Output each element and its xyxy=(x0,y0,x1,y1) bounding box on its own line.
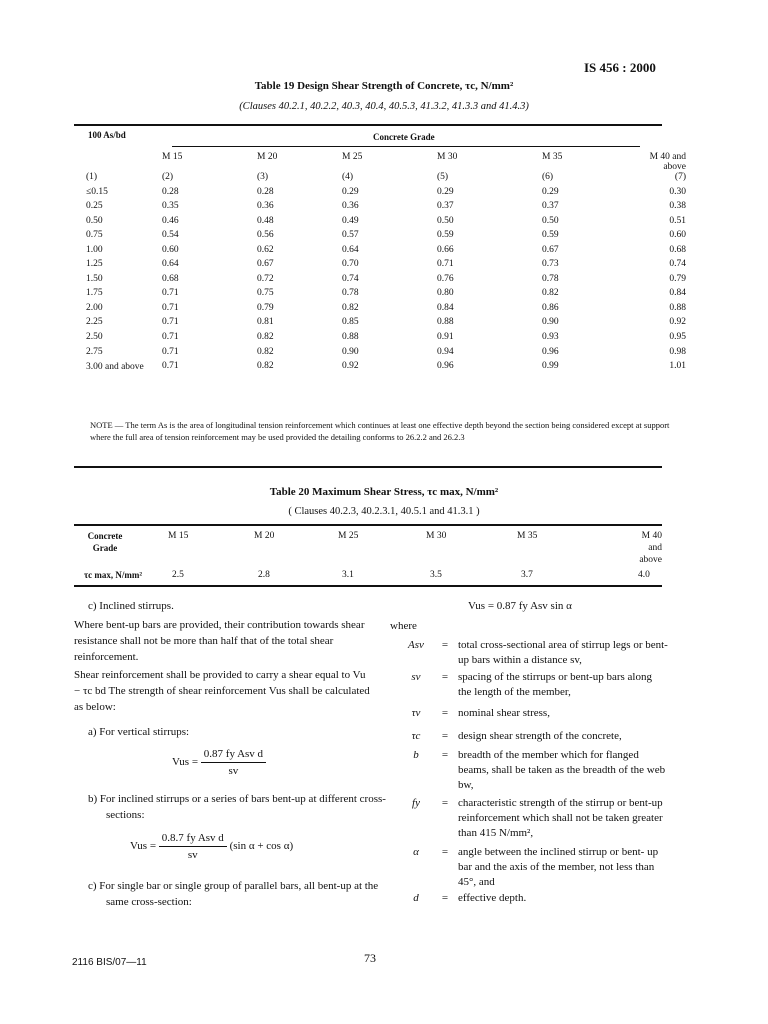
table19-column-number: (1) xyxy=(86,172,98,182)
table19-cell: 0.82 xyxy=(257,361,274,372)
table19-column-header: M 25 xyxy=(342,152,363,162)
table19-column-number: (6) xyxy=(542,172,554,182)
page-header: IS 456 : 2000 xyxy=(584,60,656,75)
table20-clauses: ( Clauses 40.2.3, 40.2.3.1, 40.5.1 and 41.3.1 ) xyxy=(288,506,480,517)
definition-text: nominal shear stress, xyxy=(458,707,550,719)
table19-cell: 0.50 xyxy=(437,215,454,226)
table19-cell: 0.78 xyxy=(342,288,359,299)
table19-cell: 0.71 xyxy=(162,317,179,328)
definition-equals: = xyxy=(441,639,449,651)
equation-a xyxy=(172,746,266,779)
equation-c: Vus = 0.87 fy Asv sin α xyxy=(468,600,572,612)
paragraph-2: Shear reinforcement shall be provided to carry a shear equal to Vu − τc bd The strength of shear reinforcement Vus shall be calculated as below: xyxy=(74,669,370,713)
table19-cell: 0.74 xyxy=(669,259,686,270)
table19-row-label: 1.00 xyxy=(86,244,103,255)
table19-cell: 0.76 xyxy=(437,273,454,284)
table19-cell: 0.93 xyxy=(542,332,559,343)
table19-cell: 0.62 xyxy=(257,244,274,255)
table19-cell: 0.94 xyxy=(437,346,454,357)
table20-bottom-rule xyxy=(74,585,662,587)
table19-cell: 0.72 xyxy=(257,273,274,284)
definition-symbol: b xyxy=(413,749,419,761)
table19-cell: 0.49 xyxy=(342,215,359,226)
table19-cell: 0.30 xyxy=(669,186,686,197)
definition-symbol: Asv xyxy=(408,639,424,651)
table19-group-header: Concrete Grade xyxy=(373,132,435,142)
table19-row-label: ≤0.15 xyxy=(86,186,108,197)
table19-cell: 0.29 xyxy=(437,186,454,197)
table19-cell: 0.37 xyxy=(437,201,454,212)
page-number: 73 xyxy=(364,951,376,965)
definition-symbol: sv xyxy=(411,671,421,683)
table20-grade: M 25 xyxy=(338,531,359,541)
table20-value: 2.8 xyxy=(258,570,270,580)
table19-row-label: 1.25 xyxy=(86,259,103,270)
table19-note: NOTE — The term As is the area of longitudinal tension reinforcement which continues at least one effective depth beyond the section being considered except at support where the full area of tension reinforcement may be used provided the detailing conforms to 26.2.2 and 26.2.3 xyxy=(90,420,670,442)
table19-cell: 0.88 xyxy=(437,317,454,328)
table19-cell: 0.64 xyxy=(162,259,179,270)
table19-row-label: 2.00 xyxy=(86,302,103,313)
where-label: where xyxy=(390,620,417,632)
table19-cell: 0.84 xyxy=(437,302,454,313)
table19-cell: 0.90 xyxy=(542,317,559,328)
table19-row-label: 2.75 xyxy=(86,346,103,357)
table20-grade: M 40 and above xyxy=(639,531,662,565)
table19-column-number: (5) xyxy=(437,172,449,182)
table19-cell: 0.82 xyxy=(542,288,559,299)
table20-value: 3.1 xyxy=(342,570,354,580)
definition-equals: = xyxy=(441,749,449,761)
table19-cell: 0.91 xyxy=(437,332,454,343)
table20-title: Table 20 Maximum Shear Stress, τc max, N/mm² xyxy=(269,486,499,498)
table19-cell: 0.92 xyxy=(342,361,359,372)
table20-grade: M 15 xyxy=(168,531,189,541)
table19-cell: 0.59 xyxy=(542,230,559,241)
definition-text: spacing of the stirrups or bent-up bars along the length of the member, xyxy=(458,671,652,698)
table19-number-row xyxy=(86,172,686,187)
equation-b-denominator: sv xyxy=(187,849,198,861)
table19-column-row xyxy=(86,152,686,172)
table19-cell: 0.67 xyxy=(542,244,559,255)
item-b: b) For inclined stirrups or a series of bars bent-up at different cross-sections: xyxy=(88,793,386,821)
table19-column-header: M 40 and above xyxy=(649,152,686,172)
table19-cell: 0.59 xyxy=(437,230,454,241)
item-a: a) For vertical stirrups: xyxy=(88,726,190,738)
table19-column-number: (2) xyxy=(162,172,174,182)
table19-row-label: 2.50 xyxy=(86,332,103,343)
definition-equals: = xyxy=(441,892,449,904)
table19-cell: 0.96 xyxy=(437,361,454,372)
table19-cell: 0.56 xyxy=(257,230,274,241)
definition-text: design shear strength of the concrete, xyxy=(458,730,622,742)
table19-cell: 0.71 xyxy=(437,259,454,270)
inclined-stirrups-heading: c) Inclined stirrups. xyxy=(88,600,174,612)
table19-cell: 0.35 xyxy=(162,201,179,212)
table20-value: 2.5 xyxy=(172,570,184,580)
table19-cell: 0.73 xyxy=(542,259,559,270)
equation-a-denominator: sv xyxy=(228,765,239,777)
table19-group-rule xyxy=(172,146,640,147)
table19-cell: 0.51 xyxy=(669,215,686,226)
table19-cell: 0.96 xyxy=(542,346,559,357)
table19-column-header: M 30 xyxy=(437,152,458,162)
table19-column-number: (7) xyxy=(674,172,686,182)
table19-top-rule xyxy=(74,124,662,126)
table19-cell: 0.68 xyxy=(162,273,179,284)
table19-cell: 0.71 xyxy=(162,346,179,357)
definition-equals: = xyxy=(441,707,449,719)
equation-b-lhs: Vus = xyxy=(130,840,157,853)
table19-cell: 0.67 xyxy=(257,259,274,270)
equation-a-lhs: Vus = xyxy=(172,756,199,769)
table19-column-header: M 35 xyxy=(542,152,563,162)
table20-value: 3.7 xyxy=(521,570,533,580)
definition-equals: = xyxy=(441,846,449,858)
table19-cell: 0.88 xyxy=(342,332,359,343)
definition-text: characteristic strength of the stirrup or bent-up reinforcement which shall not be taken greater than 415 N/mm², xyxy=(458,797,663,839)
table19-cell: 0.86 xyxy=(542,302,559,313)
table19-cell: 0.71 xyxy=(162,288,179,299)
table19-row xyxy=(86,317,686,332)
table19-cell: 0.82 xyxy=(257,346,274,357)
table19-cell: 0.28 xyxy=(162,186,179,197)
table19-cell: 0.71 xyxy=(162,332,179,343)
table19-cell: 0.57 xyxy=(342,230,359,241)
table19-cell: 0.46 xyxy=(162,215,179,226)
table19-row-header: 100 As/bd xyxy=(88,130,126,140)
table19-bottom-rule xyxy=(74,466,662,468)
table19-row-label: 0.25 xyxy=(86,201,103,212)
table19-row xyxy=(86,288,686,303)
table19-cell: 0.71 xyxy=(162,302,179,313)
table20-top-rule xyxy=(74,524,662,526)
definition-equals: = xyxy=(441,671,449,683)
definition-symbol: τc xyxy=(411,730,421,742)
table19-row-label: 1.50 xyxy=(86,273,103,284)
table19-cell: 0.92 xyxy=(669,317,686,328)
table19-row xyxy=(86,245,686,260)
table19-row xyxy=(86,347,686,362)
table19-cell: 0.98 xyxy=(669,346,686,357)
definition-text: breadth of the member which for flanged beams, shall be taken as the breadth of the web bw, xyxy=(458,749,666,791)
table19-row xyxy=(86,303,686,318)
equation-a-numerator: 0.87 fy Asv d xyxy=(201,746,266,763)
table20-row2-label: τc max, N/mm² xyxy=(84,570,143,580)
definition-symbol: fy xyxy=(412,797,420,809)
table19-cell: 0.84 xyxy=(669,288,686,299)
table19-cell: 0.82 xyxy=(257,332,274,343)
table19-row xyxy=(86,274,686,289)
table19-corner xyxy=(86,152,162,172)
table19-row-label: 2.25 xyxy=(86,317,103,328)
definition-text: angle between the inclined stirrup or bent- up bar and the axis of the member, not less than 45°, and xyxy=(458,846,659,888)
table20-value: 4.0 xyxy=(638,570,650,580)
table19-column-header: M 20 xyxy=(257,152,278,162)
table19-cell: 0.95 xyxy=(669,332,686,343)
definition-equals: = xyxy=(441,730,449,742)
table19-cell: 0.82 xyxy=(342,302,359,313)
table19-column-number: (4) xyxy=(342,172,354,182)
definition-equals: = xyxy=(441,797,449,809)
table19-cell: 0.48 xyxy=(257,215,274,226)
footer-code: 2116 BIS/07—11 xyxy=(72,957,147,968)
table19-column-header: M 15 xyxy=(162,152,183,162)
table20-grade: M 35 xyxy=(517,531,538,541)
definition-symbol: d xyxy=(413,892,419,904)
table19-row-label: 3.00 and above xyxy=(86,362,144,373)
table19-cell: 0.81 xyxy=(257,317,274,328)
table19-cell: 0.60 xyxy=(162,244,179,255)
table20-value: 3.5 xyxy=(430,570,442,580)
equation-b-tail: (sin α + cos α) xyxy=(229,840,294,853)
table19-cell: 0.36 xyxy=(342,201,359,212)
table19-cell: 0.78 xyxy=(542,273,559,284)
table19-cell: 0.64 xyxy=(342,244,359,255)
table19-row-label: 0.50 xyxy=(86,215,103,226)
definition-text: total cross-sectional area of stirrup legs or bent-up bars within a distance sv, xyxy=(458,639,668,666)
equation-b-numerator: 0.8.7 fy Asv d xyxy=(159,830,227,847)
table19-cell: 0.99 xyxy=(542,361,559,372)
table19-row-label: 1.75 xyxy=(86,288,103,299)
table19-cell: 0.75 xyxy=(257,288,274,299)
equation-b xyxy=(130,830,293,863)
table19-cell: 0.80 xyxy=(437,288,454,299)
table19-cell: 0.29 xyxy=(542,186,559,197)
definition-text: effective depth. xyxy=(458,892,527,904)
table19-cell: 0.54 xyxy=(162,230,179,241)
table19-cell: 0.79 xyxy=(257,302,274,313)
table19-cell: 0.74 xyxy=(342,273,359,284)
table19-row xyxy=(86,201,686,216)
table19-clauses: (Clauses 40.2.1, 40.2.2, 40.3, 40.4, 40.5.3, 41.3.2, 41.3.3 and 41.4.3) xyxy=(239,101,529,112)
table19 xyxy=(86,152,686,376)
table20-grade: M 30 xyxy=(426,531,447,541)
definition-symbol: τv xyxy=(411,707,421,719)
table19-row xyxy=(86,259,686,274)
item-c: c) For single bar or single group of parallel bars, all bent-up at the same cross-section: xyxy=(88,880,379,908)
table19-column-number: (3) xyxy=(257,172,269,182)
table19-cell: 0.66 xyxy=(437,244,454,255)
table19-cell: 0.60 xyxy=(669,230,686,241)
table19-row xyxy=(86,216,686,231)
table19-row-label: 0.75 xyxy=(86,230,103,241)
table19-cell: 0.88 xyxy=(669,302,686,313)
table19-cell: 0.50 xyxy=(542,215,559,226)
table19-title: Table 19 Design Shear Strength of Concrete, τc, N/mm² xyxy=(254,80,514,92)
paragraph-1: Where bent-up bars are provided, their contribution towards shear resistance shall not be more than half that of the total shear reinforcement. xyxy=(74,619,365,663)
table19-cell: 0.37 xyxy=(542,201,559,212)
table19-row xyxy=(86,230,686,245)
table19-cell: 0.68 xyxy=(669,244,686,255)
table19-cell: 1.01 xyxy=(669,361,686,372)
table19-cell: 0.28 xyxy=(257,186,274,197)
table19-row xyxy=(86,187,686,202)
table19-cell: 0.29 xyxy=(342,186,359,197)
definition-symbol: α xyxy=(413,846,419,858)
table19-cell: 0.70 xyxy=(342,259,359,270)
table20-grade: M 20 xyxy=(254,531,275,541)
table19-row xyxy=(86,361,686,376)
table19-cell: 0.36 xyxy=(257,201,274,212)
table19-cell: 0.79 xyxy=(669,273,686,284)
table19-cell: 0.90 xyxy=(342,346,359,357)
table19-cell: 0.85 xyxy=(342,317,359,328)
table20-row1-label: Concrete Grade xyxy=(87,531,123,553)
table19-cell: 0.71 xyxy=(162,361,179,372)
table19-row xyxy=(86,332,686,347)
table19-cell: 0.38 xyxy=(669,201,686,212)
